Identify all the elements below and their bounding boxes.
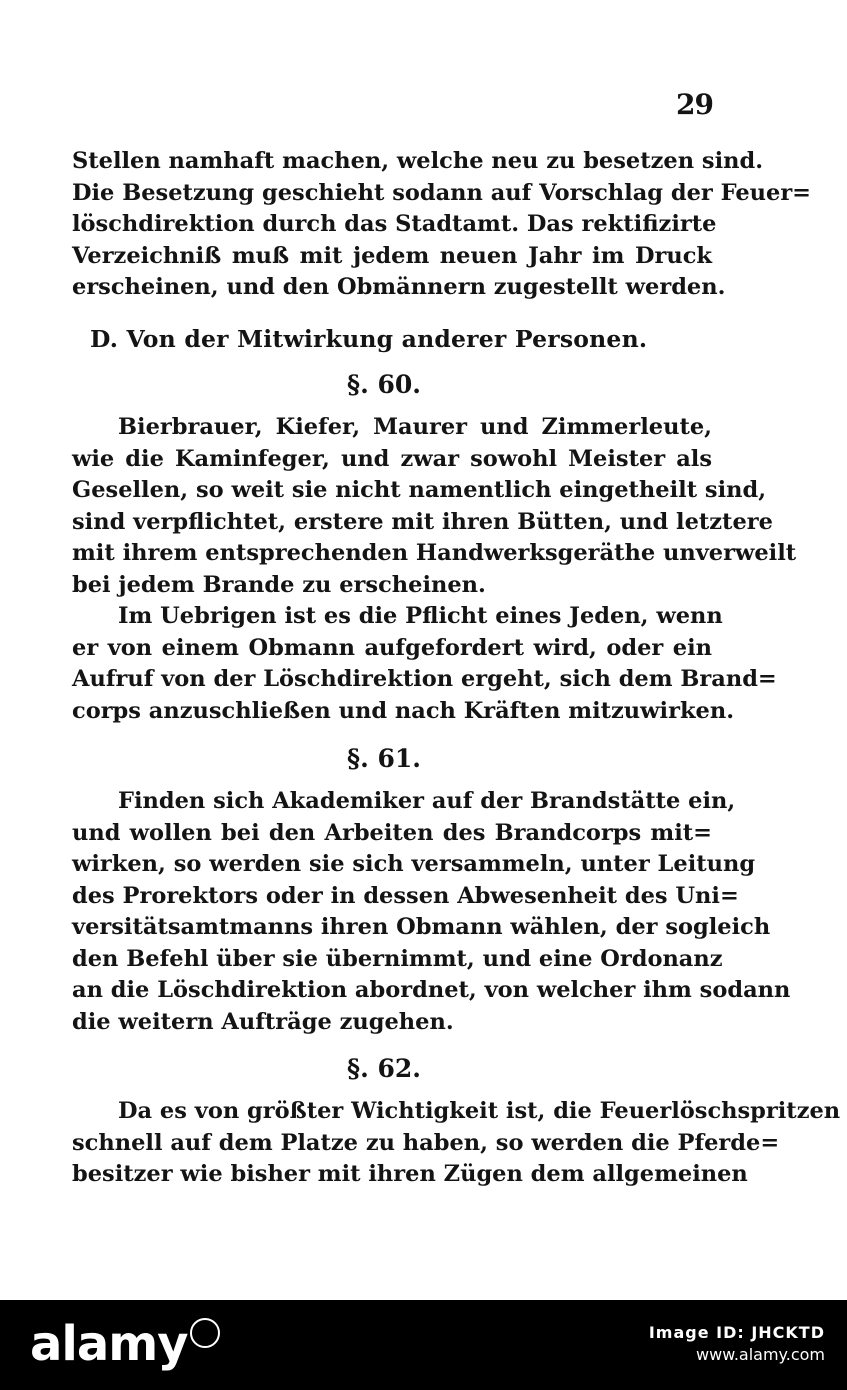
logo-text: alamy (30, 1316, 188, 1372)
image-id: Image ID: JHCKTD (648, 1323, 825, 1342)
text-line: besitzer wie bisher mit ihren Zügen dem allgemeinen (72, 1161, 748, 1187)
text-line: den Befehl über sie übernimmt, und eine Ordonanz (72, 945, 723, 972)
image-id-block (649, 1322, 825, 1366)
text-line: die weitern Aufträge zugehen. (72, 1008, 454, 1035)
text-line: wirken, so werden sie sich versammeln, unter Leitung (72, 851, 756, 877)
site-url: www.alamy.com (696, 1345, 825, 1364)
text-line: bei jedem Brande zu erscheinen. (72, 571, 486, 598)
section-61-body (72, 786, 791, 1038)
paragraph-title-61: §. 61. (347, 744, 421, 773)
paragraph-title-60: §. 60. (347, 370, 421, 399)
section-60-body (72, 412, 797, 727)
text-line: Die Besetzung geschieht sodann auf Vorschlag der Feuer= (72, 179, 812, 206)
text-line: Stellen namhaft machen, welche neu zu besetzen sind. (72, 148, 764, 174)
paragraph-title-62: §. 62. (347, 1054, 421, 1083)
intro-paragraph (72, 146, 812, 304)
logo-badge-icon (190, 1318, 220, 1348)
text-line: löschdirektion durch das Stadtamt. Das rektifizirte (72, 211, 717, 237)
text-line: sind verpflichtet, erstere mit ihren Bütten, und letztere (72, 508, 773, 535)
page-number: 29 (676, 88, 713, 121)
text-line: corps anzuschließen und nach Kräften mitzuwirken. (72, 697, 735, 724)
text-line: Finden sich Akademiker auf der Brandstätte ein, (118, 788, 736, 814)
text-line: wie die Kaminfeger, und zwar sowohl Meister als (72, 445, 712, 472)
text-line: mit ihrem entsprechenden Handwerksgeräthe unverweilt (72, 540, 797, 566)
alamy-logo (30, 1316, 220, 1372)
text-line: schnell auf dem Platze zu haben, so werden die Pferde= (72, 1129, 780, 1156)
text-line: erscheinen, und den Obmännern zugestellt werden. (72, 274, 726, 300)
text-line: Bierbrauer, Kiefer, Maurer und Zimmerleute, (118, 414, 712, 440)
text-line: Aufruf von der Löschdirektion ergeht, sich dem Brand= (72, 666, 777, 692)
watermark-footer (0, 1300, 847, 1390)
text-line: Gesellen, so weit sie nicht namentlich eingetheilt sind, (72, 477, 767, 503)
text-line: des Prorektors oder in dessen Abwesenheit des Uni= (72, 882, 739, 909)
text-line: versitätsamtmanns ihren Obmann wählen, der sogleich (72, 914, 771, 940)
text-line: er von einem Obmann aufgefordert wird, oder ein (72, 634, 712, 661)
text-line: Verzeichniß muß mit jedem neuen Jahr im Druck (72, 242, 712, 269)
text-line: und wollen bei den Arbeiten des Brandcorps mit= (72, 819, 712, 846)
text-line: Da es von größter Wichtigkeit ist, die Feuerlöschspritzen (118, 1098, 841, 1124)
text-line: Im Uebrigen ist es die Pflicht eines Jeden, wenn (118, 603, 723, 629)
text-line: an die Löschdirektion abordnet, von welcher ihm sodann (72, 977, 791, 1003)
section-heading: D. Von der Mitwirkung anderer Personen. (90, 325, 648, 353)
section-62-body (72, 1096, 841, 1191)
